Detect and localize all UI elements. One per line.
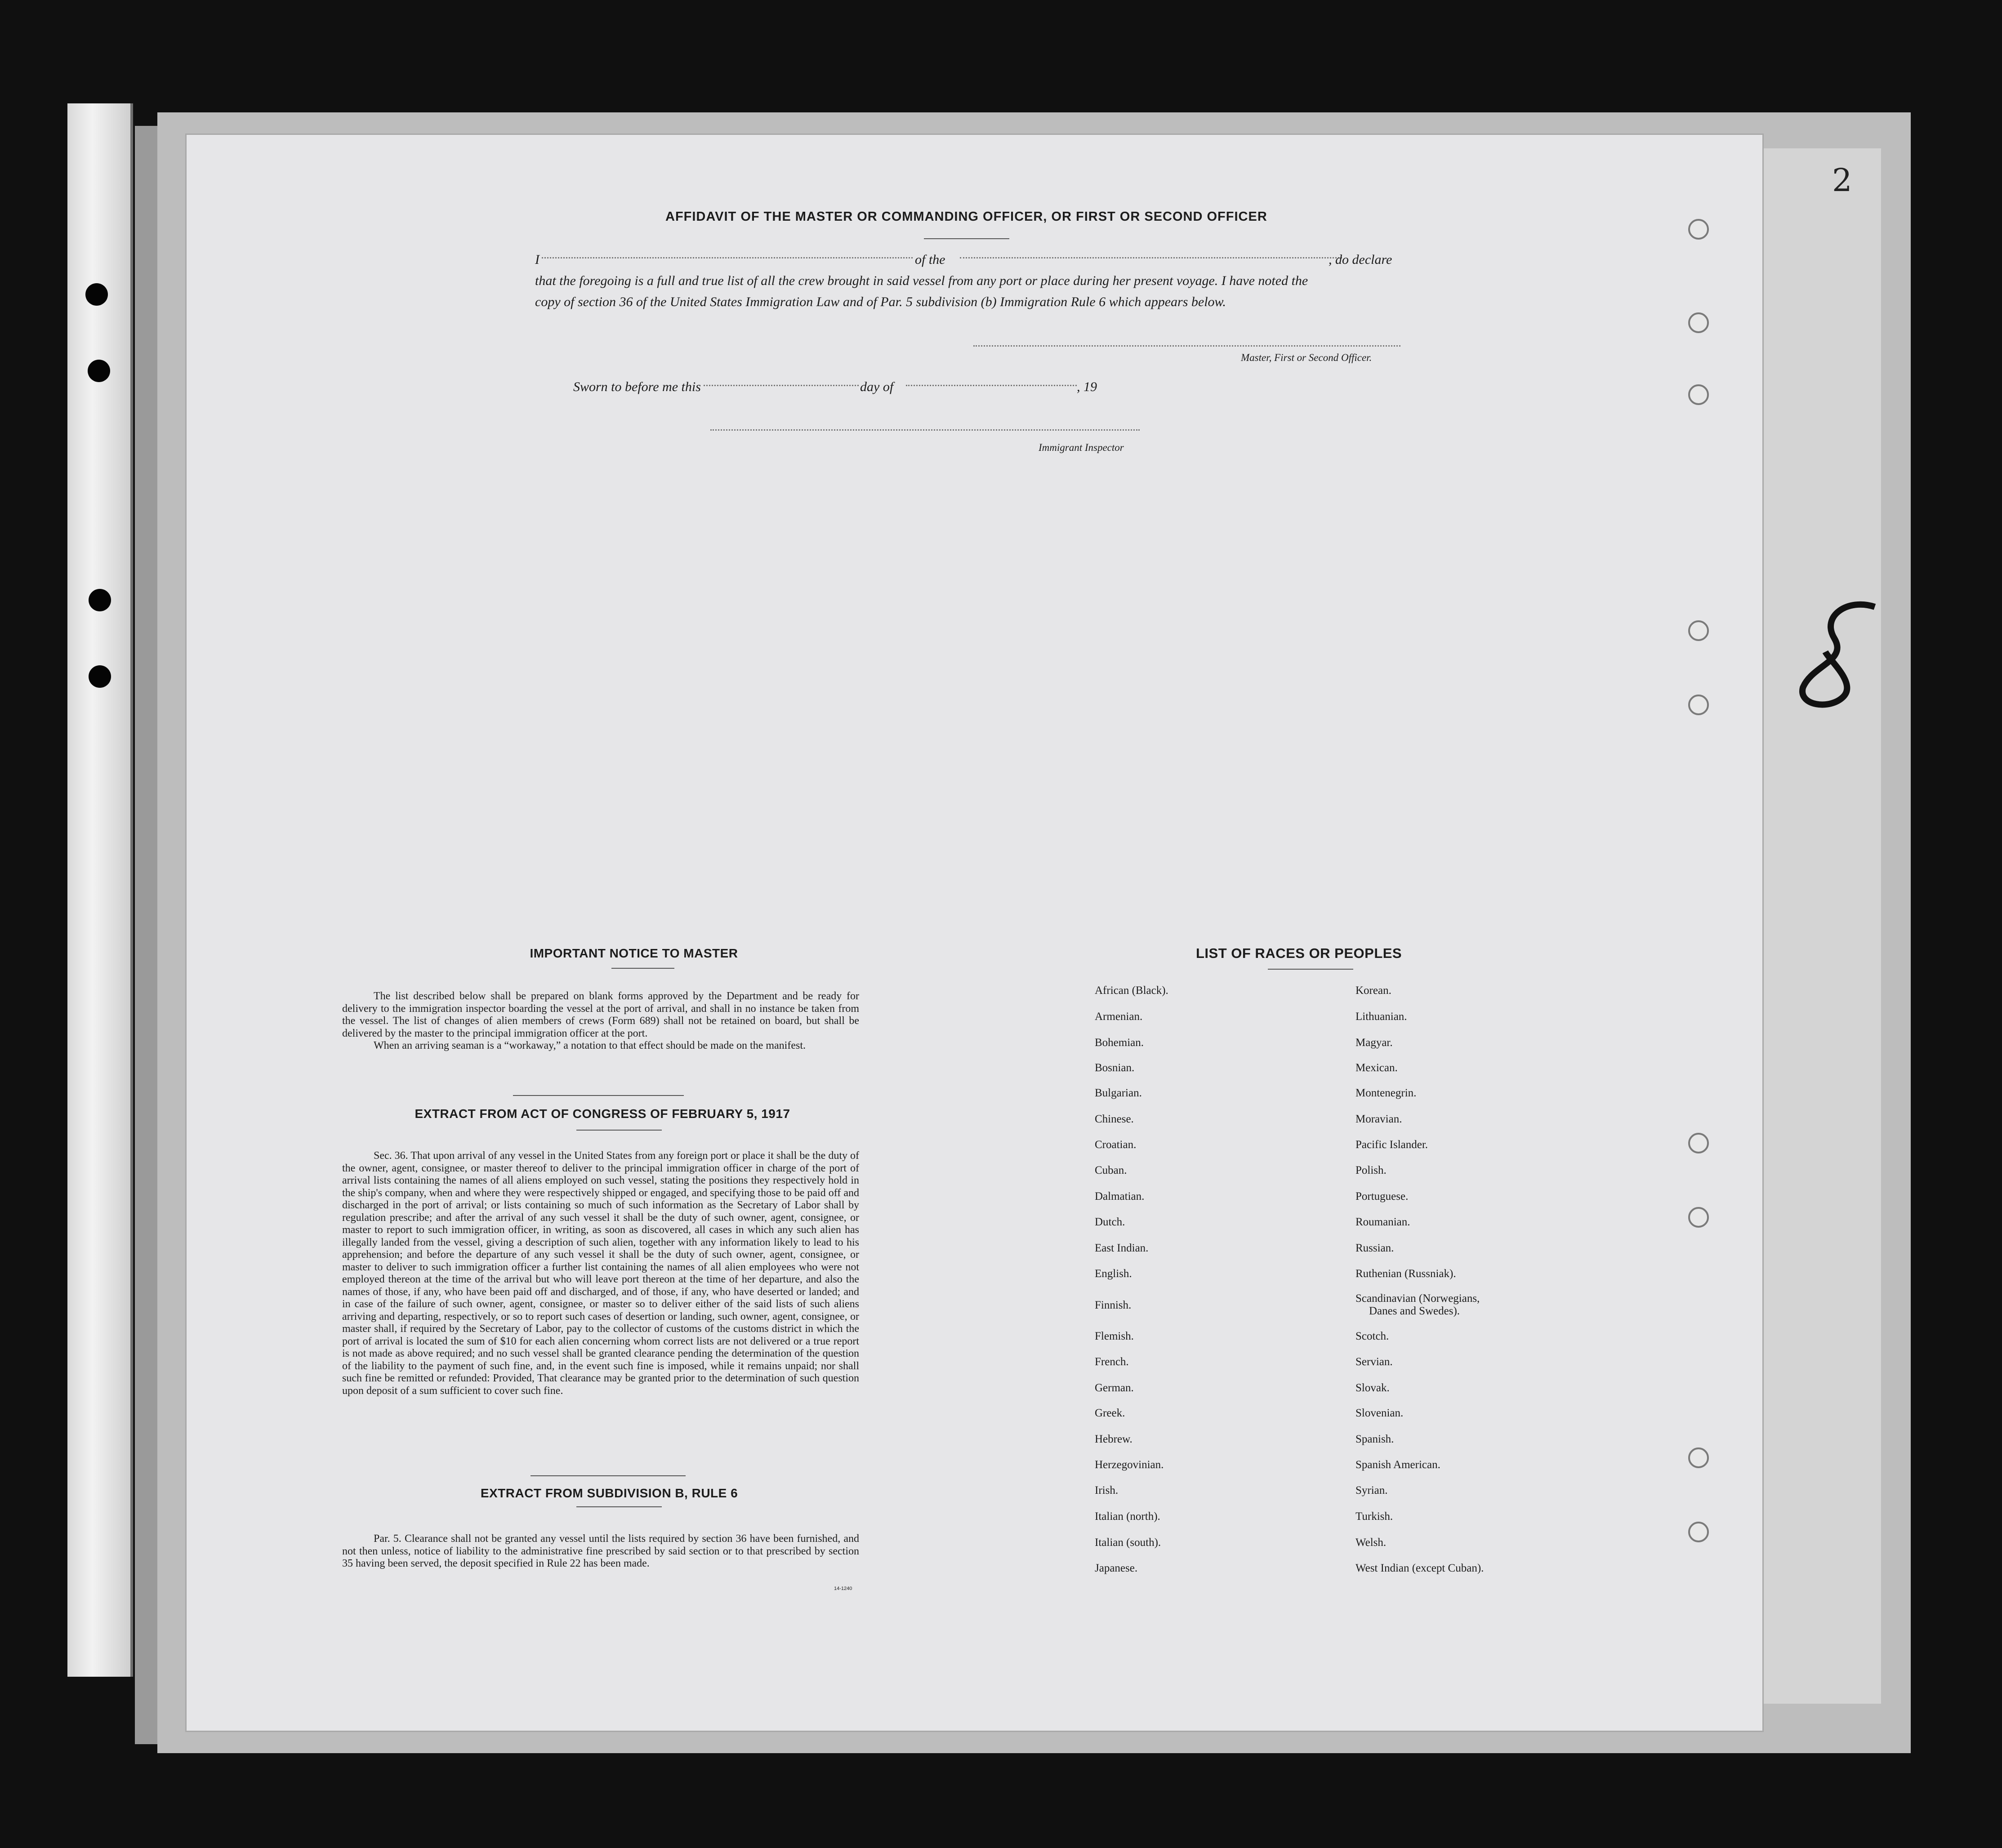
- race-item: Scotch.: [1355, 1330, 1389, 1342]
- race-item: Dutch.: [1095, 1216, 1125, 1228]
- sworn-year: , 19: [1077, 379, 1097, 394]
- race-item: Italian (north).: [1095, 1510, 1160, 1523]
- race-item: Bohemian.: [1095, 1037, 1144, 1049]
- affidavit-line3: copy of section 36 of the United States Immigration Law and of Par. 5 subdivision (b) Immigration Rule 6 which appears below.: [535, 294, 1226, 309]
- race-item: Montenegrin.: [1355, 1087, 1417, 1099]
- race-item: Mexican.: [1355, 1062, 1398, 1074]
- sworn-day-field[interactable]: [704, 385, 859, 386]
- race-item: Slovak.: [1355, 1382, 1390, 1394]
- master-label: Master, First or Second Officer.: [1241, 352, 1372, 363]
- section-rule: [531, 1475, 686, 1476]
- race-item: Magyar.: [1355, 1037, 1393, 1049]
- race-item: Italian (south).: [1095, 1536, 1161, 1549]
- corner-mark: 2: [1832, 162, 1852, 199]
- race-item: Finnish.: [1095, 1299, 1132, 1311]
- punch-hole: [1688, 1133, 1709, 1153]
- race-item: Flemish.: [1095, 1330, 1134, 1342]
- race-item: Pacific Islander.: [1355, 1139, 1428, 1151]
- punch-hole: [1688, 620, 1709, 641]
- race-item: Turkish.: [1355, 1510, 1393, 1523]
- affidavit-title: AFFIDAVIT OF THE MASTER OR COMMANDING OFFICER, OR FIRST OR SECOND OFFICER: [665, 209, 1267, 224]
- race-item: German.: [1095, 1382, 1134, 1394]
- race-item: Welsh.: [1355, 1536, 1387, 1549]
- notice-body: [342, 990, 859, 1052]
- back-sheet-right: [1744, 148, 1881, 1704]
- handwritten-mark: [1794, 598, 1884, 715]
- extract-rule-text: Par. 5. Clearance shall not be granted any vessel until the lists required by section 36 have been furnished, and not then unless, notice of liability to the administrative fine prescribed by said section or to that prescribed by section 35 having been served, the deposit specified in Rule 22 has been made.: [342, 1533, 859, 1569]
- race-item: Cuban.: [1095, 1164, 1127, 1176]
- punch-hole: [1688, 384, 1709, 405]
- form-page: [187, 135, 1762, 1731]
- race-item: West Indian (except Cuban).: [1355, 1562, 1484, 1574]
- binder-hole: [89, 665, 111, 688]
- master-signature-line[interactable]: [973, 345, 1400, 347]
- extract-rule-body: [342, 1533, 859, 1570]
- binder-hole: [89, 589, 111, 611]
- race-item: Portuguese.: [1355, 1190, 1409, 1202]
- race-item: Syrian.: [1355, 1484, 1388, 1496]
- punch-hole: [1688, 1447, 1709, 1468]
- race-item: Bulgarian.: [1095, 1087, 1142, 1099]
- race-item: African (Black).: [1095, 984, 1168, 997]
- notice-paragraph-1: The list described below shall be prepared on blank forms approved by the Department and be ready for delivery to the immigration inspector boarding the vessel at the port of arrival, and shall in no instance be taken from the vessel. The list of changes of alien members of crews (Form 689) shall not be retained on board, but shall be delivered by the master to the principal immigration officer at the port.: [342, 990, 859, 1039]
- inspector-label: Immigrant Inspector: [1039, 442, 1124, 453]
- form-number: 14-1240: [834, 1586, 852, 1591]
- notice-rule: [611, 968, 674, 969]
- race-item: Hebrew.: [1095, 1433, 1133, 1445]
- race-item: English.: [1095, 1268, 1132, 1280]
- extract-act-text: Sec. 36. That upon arrival of any vessel in the United States from any foreign port or place it shall be the duty of the owner, agent, consignee, or master thereof to deliver to the principal immigration officer in charge of the port of arrival lists containing the names of all aliens employed on such vessel, stating the positions they respectively hold in the ship's company, when and where they were respectively shipped or engaged, and specifying those to be paid off and discharged in the port of arrival; or lists containing so much of such information as the Secretary of Labor shall by regulation prescribe; and after the arrival of any such vessel it shall be the duty of such owner, agent, consignee, or master to report to such immigration officer, in writing, as soon as discovered, all cases in which any such alien has illegally landed from the vessel, giving a description of such alien, together with any information likely to lead to his apprehension; and before the departure of any such vessel it shall be the duty of such owner, agent, consignee, or master to deliver to such immigration officer a further list containing the names of all alien employees who were not employed thereon at the time of the arrival but who will leave port thereon at the time of her departure, and also the names of those, if any, who have been paid off and discharged, and of those, if any, who have deserted or landed; and in case of the failure of such owner, agent, consignee, or master so to deliver either of the said lists of such aliens arriving and departing, respectively, or so to report such cases of desertion or landing, such owner, agent, consignee, or master shall, if required by the Secretary of Labor, pay to the collector of customs of the customs district in which the port of arrival is located the sum of $10 for each alien concerning whom correct lists are not delivered or a true report is not made as above required; and no such vessel shall be granted clearance pending the determination of the question of the liability to the payment of such fine, and, in the event such fine is imposed, while it remains unpaid; nor shall such fine be remitted or refunded: Provided, That clearance may be granted prior to the determination of such question upon deposit of a sum sufficient to cover such fine.: [342, 1150, 859, 1397]
- binder-hole: [88, 360, 110, 382]
- race-item: French.: [1095, 1356, 1129, 1368]
- race-item: Dalmatian.: [1095, 1190, 1145, 1202]
- affidavit-of-the: of the: [915, 252, 945, 267]
- race-item: Scandinavian (Norwegians,: [1355, 1292, 1480, 1305]
- sworn-prefix: Sworn to before me this: [573, 379, 701, 394]
- punch-hole: [1688, 695, 1709, 715]
- race-item: Bosnian.: [1095, 1062, 1135, 1074]
- punch-hole: [1688, 312, 1709, 333]
- race-item-continued: Danes and Swedes).: [1369, 1305, 1460, 1317]
- race-item: Croatian.: [1095, 1139, 1137, 1151]
- punch-hole: [1688, 219, 1709, 240]
- name-field[interactable]: [542, 257, 913, 258]
- race-item: Armenian.: [1095, 1011, 1143, 1023]
- punch-hole: [1688, 1207, 1709, 1228]
- title-rule: [924, 238, 1009, 239]
- race-item: Japanese.: [1095, 1562, 1138, 1574]
- race-item: Chinese.: [1095, 1113, 1134, 1125]
- race-item: East Indian.: [1095, 1242, 1149, 1254]
- race-item: Herzegovinian.: [1095, 1459, 1164, 1471]
- binder-hole: [85, 283, 108, 306]
- sworn-day-of: day of: [860, 379, 894, 394]
- vessel-field[interactable]: [960, 257, 1342, 258]
- race-item: Servian.: [1355, 1356, 1393, 1368]
- race-item: Polish.: [1355, 1164, 1387, 1176]
- race-item: Lithuanian.: [1355, 1011, 1407, 1023]
- extract-act-body: [342, 1150, 859, 1397]
- race-item: Roumanian.: [1355, 1216, 1410, 1228]
- sworn-month-field[interactable]: [906, 385, 1077, 386]
- section-rule: [513, 1095, 684, 1096]
- inspector-signature-line[interactable]: [710, 429, 1140, 431]
- race-item: Ruthenian (Russniak).: [1355, 1268, 1456, 1280]
- race-item: Russian.: [1355, 1242, 1394, 1254]
- section-rule: [576, 1130, 662, 1131]
- affidavit-i: I: [535, 252, 540, 267]
- notice-title: IMPORTANT NOTICE TO MASTER: [530, 946, 738, 960]
- races-rule: [1268, 969, 1353, 970]
- extract-act-title: EXTRACT FROM ACT OF CONGRESS OF FEBRUARY 5, 1917: [415, 1107, 790, 1121]
- race-item: Spanish American.: [1355, 1459, 1440, 1471]
- extract-rule-title: EXTRACT FROM SUBDIVISION B, RULE 6: [480, 1486, 738, 1500]
- affidavit-declare: , do declare: [1329, 252, 1392, 267]
- notice-paragraph-2: When an arriving seaman is a “workaway,” a notation to that effect should be made on the manifest.: [374, 1040, 806, 1051]
- punch-hole: [1688, 1522, 1709, 1542]
- section-rule: [576, 1506, 662, 1507]
- race-item: Slovenian.: [1355, 1407, 1404, 1419]
- races-title: LIST OF RACES OR PEOPLES: [1196, 945, 1402, 961]
- binder-strip: [67, 103, 133, 1677]
- affidavit-line2: that the foregoing is a full and true list of all the crew brought in said vessel from any port or place during her present voyage. I have noted the: [535, 273, 1308, 288]
- race-item: Spanish.: [1355, 1433, 1394, 1445]
- race-item: Greek.: [1095, 1407, 1125, 1419]
- race-item: Irish.: [1095, 1484, 1119, 1496]
- race-item: Korean.: [1355, 984, 1391, 997]
- race-item: Moravian.: [1355, 1113, 1402, 1125]
